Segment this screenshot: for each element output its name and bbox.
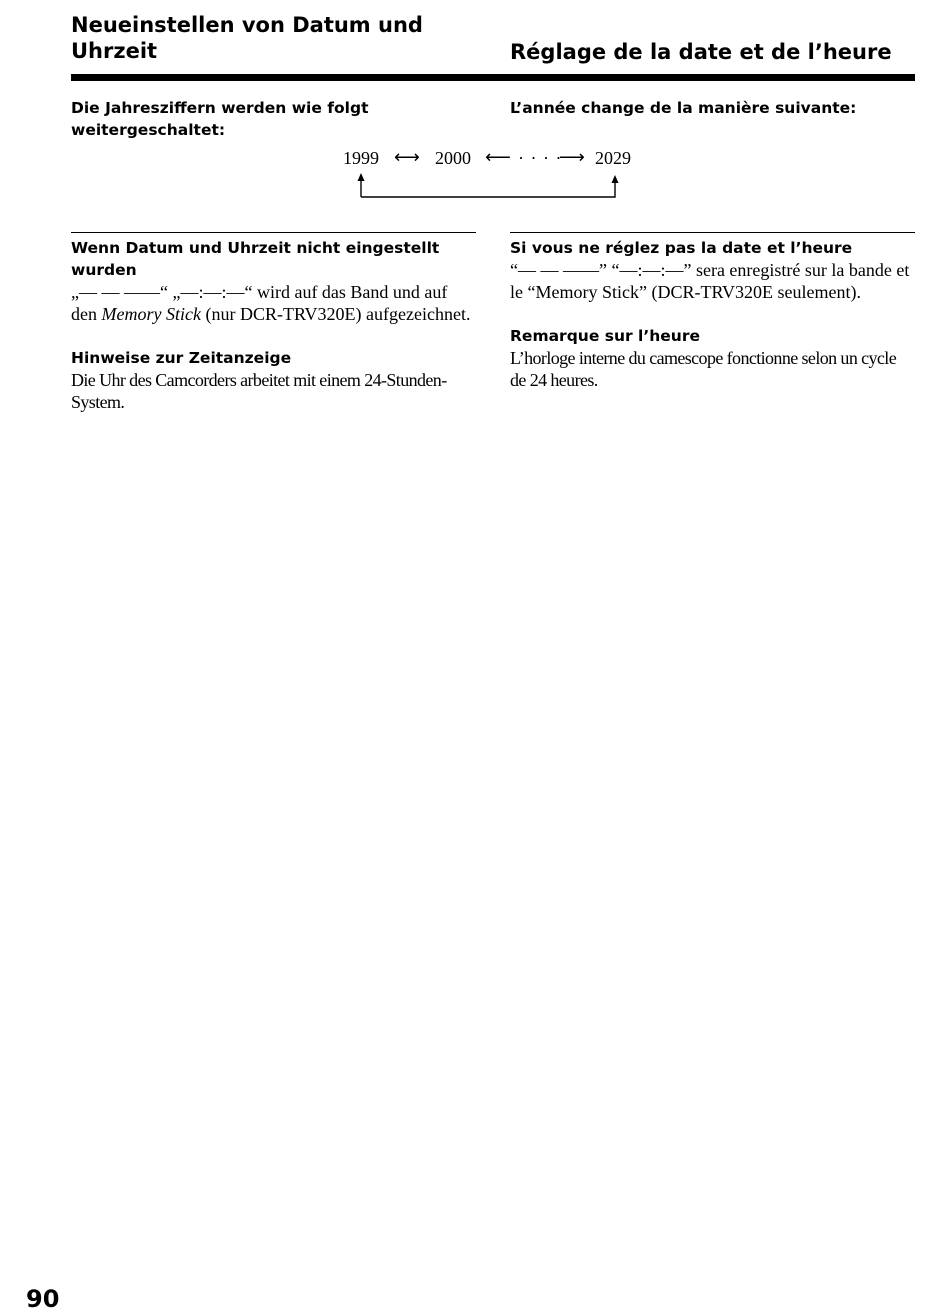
memory-stick-label: Memory Stick xyxy=(101,304,201,324)
left-arrow-icon: ⟵ xyxy=(485,147,511,168)
year-first: 1999 xyxy=(343,148,379,168)
page-title-german: Neueinstellen von Datum und Uhrzeit xyxy=(71,13,423,63)
german-column xyxy=(71,232,476,413)
year-sequence-diagram xyxy=(340,147,640,203)
section-text-part: (nur DCR-TRV320E) aufgezeichnet. xyxy=(200,304,471,324)
year-second: 2000 xyxy=(435,148,471,168)
section-heading-no-date: Si vous ne réglez pas la date et l’heure xyxy=(510,239,853,257)
intro-french-text: L’année change de la manière suivante: xyxy=(510,99,857,117)
section-text-no-date xyxy=(71,281,476,325)
year-dots: · · · · xyxy=(518,148,563,168)
section-text-no-date: “–– –– ––––” “––:––:––” sera enregistré sur la bande et le “Memory Stick” (DCR-TRV320E seulement). xyxy=(510,260,910,302)
section-text-time-notes: Die Uhr des Camcorders arbeitet mit einem 24-Stunden-System. xyxy=(71,370,447,412)
intro-german xyxy=(71,97,476,141)
section-rule xyxy=(510,232,915,233)
double-arrow-icon: ⟷ xyxy=(394,147,420,168)
year-last: 2029 xyxy=(595,148,631,168)
intro-german-text: Die Jahresziffern werden wie folgt weitergeschaltet: xyxy=(71,99,369,139)
wrap-around-arrow-icon xyxy=(340,147,640,203)
page-number: 90 xyxy=(26,1285,60,1313)
section-rule xyxy=(71,232,476,233)
section-heading-no-date: Wenn Datum und Uhrzeit nicht eingestellt wurden xyxy=(71,239,440,279)
section-text-part: „–– –– ––––“ „––:––:––“ wird auf das Band und auf den xyxy=(71,282,448,324)
right-arrow-icon: ⟶ xyxy=(559,147,585,168)
french-column xyxy=(510,232,915,391)
section-heading-time-notes: Hinweise zur Zeitanzeige xyxy=(71,349,292,367)
section-heading-time-notes: Remarque sur l’heure xyxy=(510,327,700,345)
section-text-time-notes: L’horloge interne du camescope fonctionne selon un cycle de 24 heures. xyxy=(510,348,897,390)
page-title-french: Réglage de la date et de l’heure xyxy=(510,40,892,64)
intro-french xyxy=(510,97,915,119)
title-rule xyxy=(71,74,915,81)
